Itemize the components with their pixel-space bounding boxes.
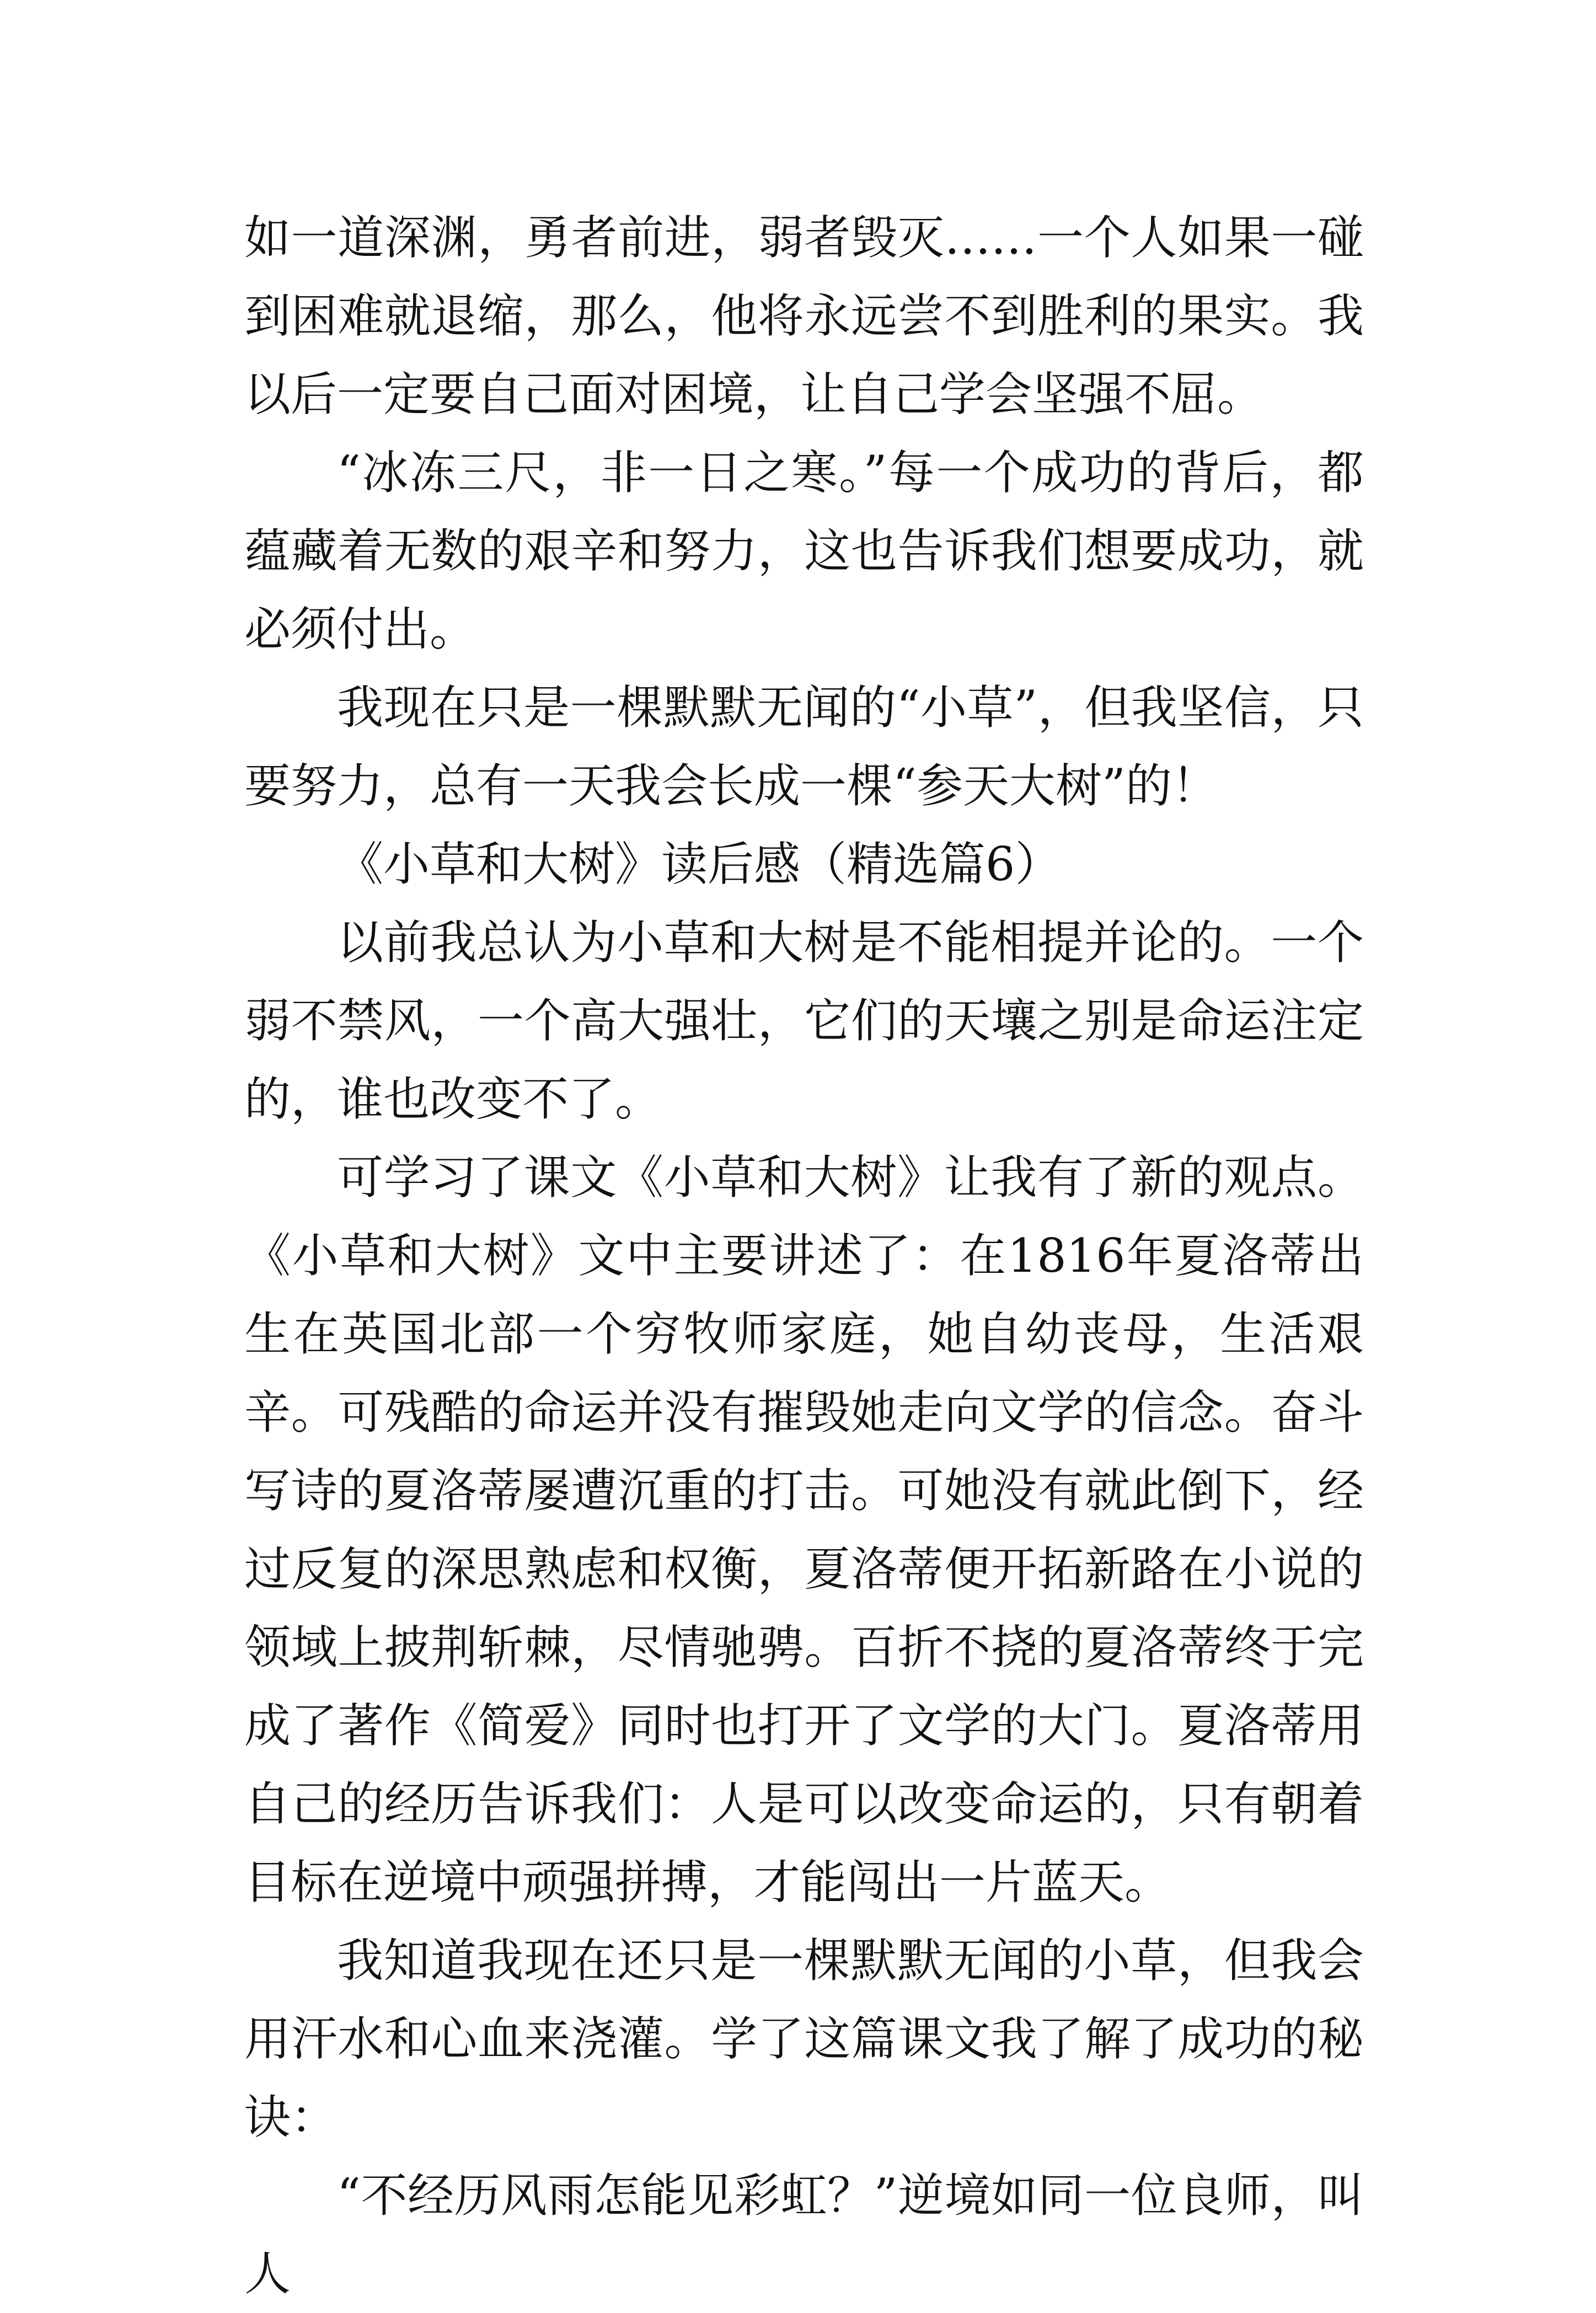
paragraph-7: “不经历风雨怎能见彩虹？”逆境如同一位良师，叫人 (244, 2169, 1364, 2301)
paragraph-4: 以前我总认为小草和大树是不能相提并论的。一个弱不禁风，一个高大强壮，它们的天壤之别是命运注定的，谁也改变不了。 (244, 915, 1364, 1126)
section-heading: 《小草和大树》读后感（精选篇6） (337, 837, 1062, 891)
paragraph-2: “冰冻三尺，非一日之寒。”每一个成功的背后，都蕴藏着无数的艰辛和努力，这也告诉我们想要成功，就必须付出。 (244, 446, 1364, 656)
paragraph-1: 如一道深渊，勇者前进，弱者毁灭……一个人如果一碰到困难就退缩，那么，他将永远尝不到胜利的果实。我以后一定要自己面对困境，让自己学会坚强不屈。 (244, 211, 1364, 421)
body-text (244, 199, 1364, 2313)
paragraph-5: 可学习了课文《小草和大树》让我有了新的观点。《小草和大树》文中主要讲述了：在1816年夏洛蒂出生在英国北部一个穷牧师家庭，她自幼丧母，生活艰辛。可残酷的命运并没有摧毁她走向文学的信念。奋斗写诗的夏洛蒂屡遭沉重的打击。可她没有就此倒下，经过反复的深思熟虑和权衡，夏洛蒂便开拓新路在小说的领域上披荆斩棘，尽情驰骋。百折不挠的夏洛蒂终于完成了著作《简爱》同时也打开了文学的大门。夏洛蒂用自己的经历告诉我们：人是可以改变命运的，只有朝着目标在逆境中顽强拼搏，才能闯出一片蓝天。 (244, 1150, 1364, 1909)
paragraph-3: 我现在只是一棵默默无闻的“小草”，但我坚信，只要努力，总有一天我会长成一棵“参天大树”的！ (244, 681, 1364, 813)
paragraph-6: 我知道我现在还只是一棵默默无闻的小草，但我会用汗水和心血来浇灌。学了这篇课文我了解了成功的秘诀： (244, 1934, 1364, 2144)
